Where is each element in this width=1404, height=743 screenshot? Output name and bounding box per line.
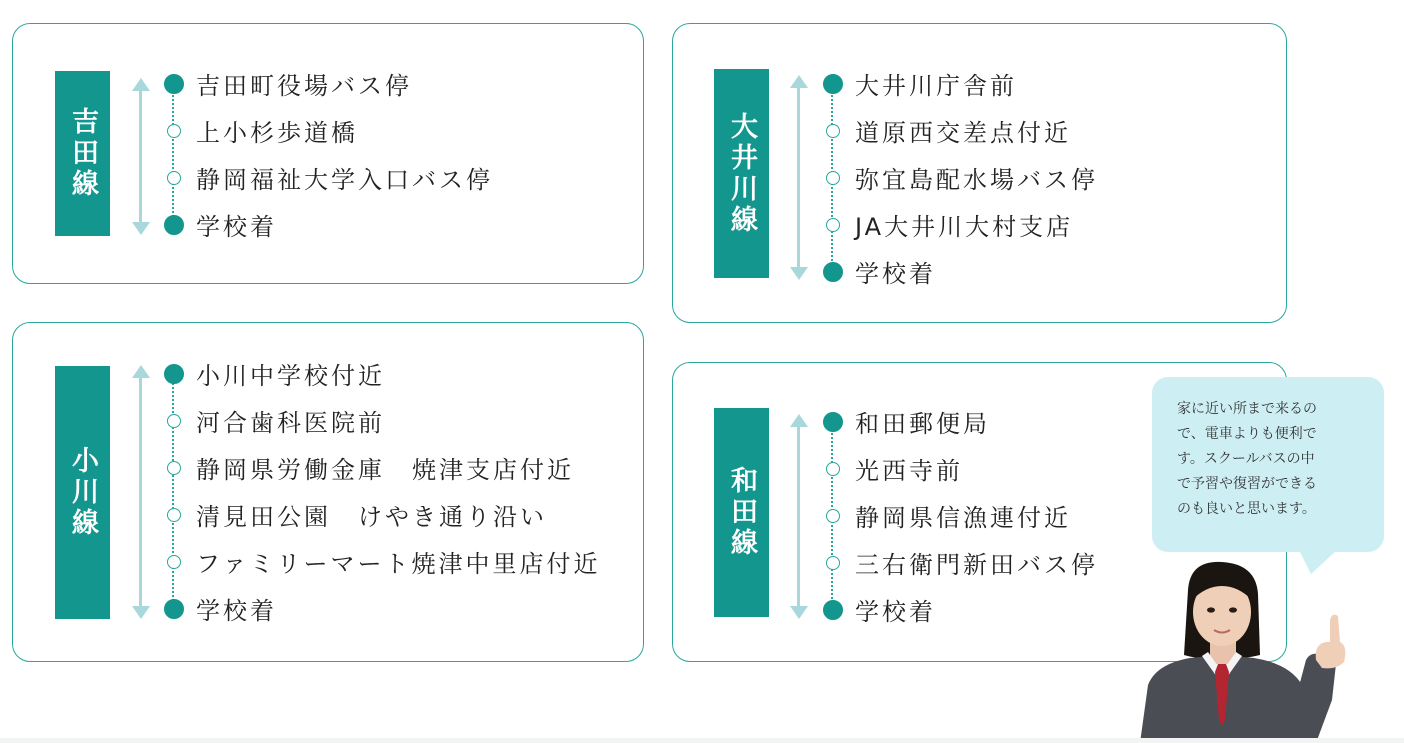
stop-item bbox=[823, 398, 1098, 445]
stop-label: 学校着 bbox=[855, 260, 936, 288]
stop-label: 静岡福祉大学入口バス停 bbox=[196, 166, 493, 194]
terminal-stop-marker-icon bbox=[164, 599, 184, 619]
terminal-stop-marker-icon bbox=[164, 74, 184, 94]
stop-label: 道原西交差点付近 bbox=[855, 119, 1071, 147]
route-tag-ogawa bbox=[55, 366, 110, 619]
stop-list bbox=[164, 350, 601, 632]
route-name: 吉田線 bbox=[67, 107, 98, 200]
speech-text bbox=[1177, 397, 1374, 522]
stop-item bbox=[823, 445, 1098, 492]
stop-item bbox=[164, 585, 601, 632]
stop-label: 河合歯科医院前 bbox=[196, 409, 385, 437]
speech-line: のも良いと思います。 bbox=[1177, 501, 1316, 517]
route-tag-wada bbox=[714, 408, 769, 617]
route-name: 小川線 bbox=[67, 446, 98, 539]
stop-item bbox=[823, 154, 1098, 201]
stop-item bbox=[164, 397, 601, 444]
stop-item bbox=[823, 107, 1098, 154]
stop-marker-icon bbox=[167, 555, 181, 569]
stop-marker-icon bbox=[826, 218, 840, 232]
direction-arrow bbox=[131, 365, 151, 619]
stop-marker-icon bbox=[826, 509, 840, 523]
stop-label: 三右衛門新田バス停 bbox=[855, 551, 1098, 579]
route-tag-oigawa bbox=[714, 69, 769, 278]
stop-label: 学校着 bbox=[196, 597, 277, 625]
stop-label: 静岡県信漁連付近 bbox=[855, 504, 1071, 532]
stop-item bbox=[823, 248, 1098, 295]
stop-label: 光西寺前 bbox=[855, 457, 963, 485]
stop-label: 和田郵便局 bbox=[855, 410, 990, 438]
terminal-stop-marker-icon bbox=[823, 262, 843, 282]
stop-item bbox=[164, 491, 601, 538]
direction-arrow bbox=[789, 75, 809, 280]
stop-marker-icon bbox=[826, 124, 840, 138]
terminal-stop-marker-icon bbox=[823, 74, 843, 94]
stop-item bbox=[823, 60, 1098, 107]
stop-label: 学校着 bbox=[855, 598, 936, 626]
direction-arrow bbox=[789, 414, 809, 619]
stop-item bbox=[164, 107, 493, 154]
speech-bubble bbox=[1152, 377, 1384, 552]
stop-item bbox=[164, 154, 493, 201]
speech-line: 家に近い所まで来るの bbox=[1177, 401, 1317, 417]
stop-item bbox=[164, 538, 601, 585]
stop-label: 大井川庁舎前 bbox=[855, 72, 1017, 100]
stop-label: 上小杉歩道橋 bbox=[196, 119, 358, 147]
stop-label: 吉田町役場バス停 bbox=[196, 72, 412, 100]
stop-label: JA大井川大村支店 bbox=[855, 213, 1074, 241]
stop-item bbox=[823, 201, 1098, 248]
stop-item bbox=[823, 586, 1098, 633]
stop-item bbox=[164, 60, 493, 107]
stop-marker-icon bbox=[167, 508, 181, 522]
stop-item bbox=[823, 539, 1098, 586]
stop-marker-icon bbox=[167, 461, 181, 475]
route-name: 大井川線 bbox=[726, 111, 757, 236]
route-card-ogawa bbox=[12, 322, 644, 662]
stop-label: ファミリーマート焼津中里店付近 bbox=[196, 550, 601, 578]
stop-item bbox=[164, 201, 493, 248]
stop-marker-icon bbox=[167, 414, 181, 428]
terminal-stop-marker-icon bbox=[164, 215, 184, 235]
stop-marker-icon bbox=[826, 462, 840, 476]
stop-list bbox=[823, 60, 1098, 295]
stop-label: 学校着 bbox=[196, 213, 277, 241]
speech-line: で、電車よりも便利で bbox=[1177, 426, 1317, 442]
stop-label: 清見田公園 けやき通り沿い bbox=[196, 503, 547, 531]
terminal-stop-marker-icon bbox=[823, 600, 843, 620]
speech-line: で予習や復習ができる bbox=[1177, 476, 1317, 492]
stop-item bbox=[164, 350, 601, 397]
terminal-stop-marker-icon bbox=[823, 412, 843, 432]
route-card-oigawa bbox=[672, 23, 1287, 323]
speech-line: す。スクールバスの中 bbox=[1177, 451, 1315, 467]
stop-label: 弥宜島配水場バス停 bbox=[855, 166, 1098, 194]
stop-marker-icon bbox=[826, 171, 840, 185]
stop-marker-icon bbox=[826, 556, 840, 570]
stop-marker-icon bbox=[167, 124, 181, 138]
stop-list bbox=[164, 60, 493, 248]
stop-item bbox=[823, 492, 1098, 539]
bottom-divider bbox=[0, 738, 1404, 743]
stop-label: 静岡県労働金庫 焼津支店付近 bbox=[196, 456, 574, 484]
stop-item bbox=[164, 444, 601, 491]
route-name: 和田線 bbox=[726, 466, 757, 559]
stop-label: 小川中学校付近 bbox=[196, 362, 385, 390]
direction-arrow bbox=[131, 78, 151, 235]
stop-list bbox=[823, 398, 1098, 633]
stop-marker-icon bbox=[167, 171, 181, 185]
route-tag-yoshida bbox=[55, 71, 110, 236]
terminal-stop-marker-icon bbox=[164, 364, 184, 384]
student-photo bbox=[1130, 560, 1370, 743]
route-card-yoshida bbox=[12, 23, 644, 284]
